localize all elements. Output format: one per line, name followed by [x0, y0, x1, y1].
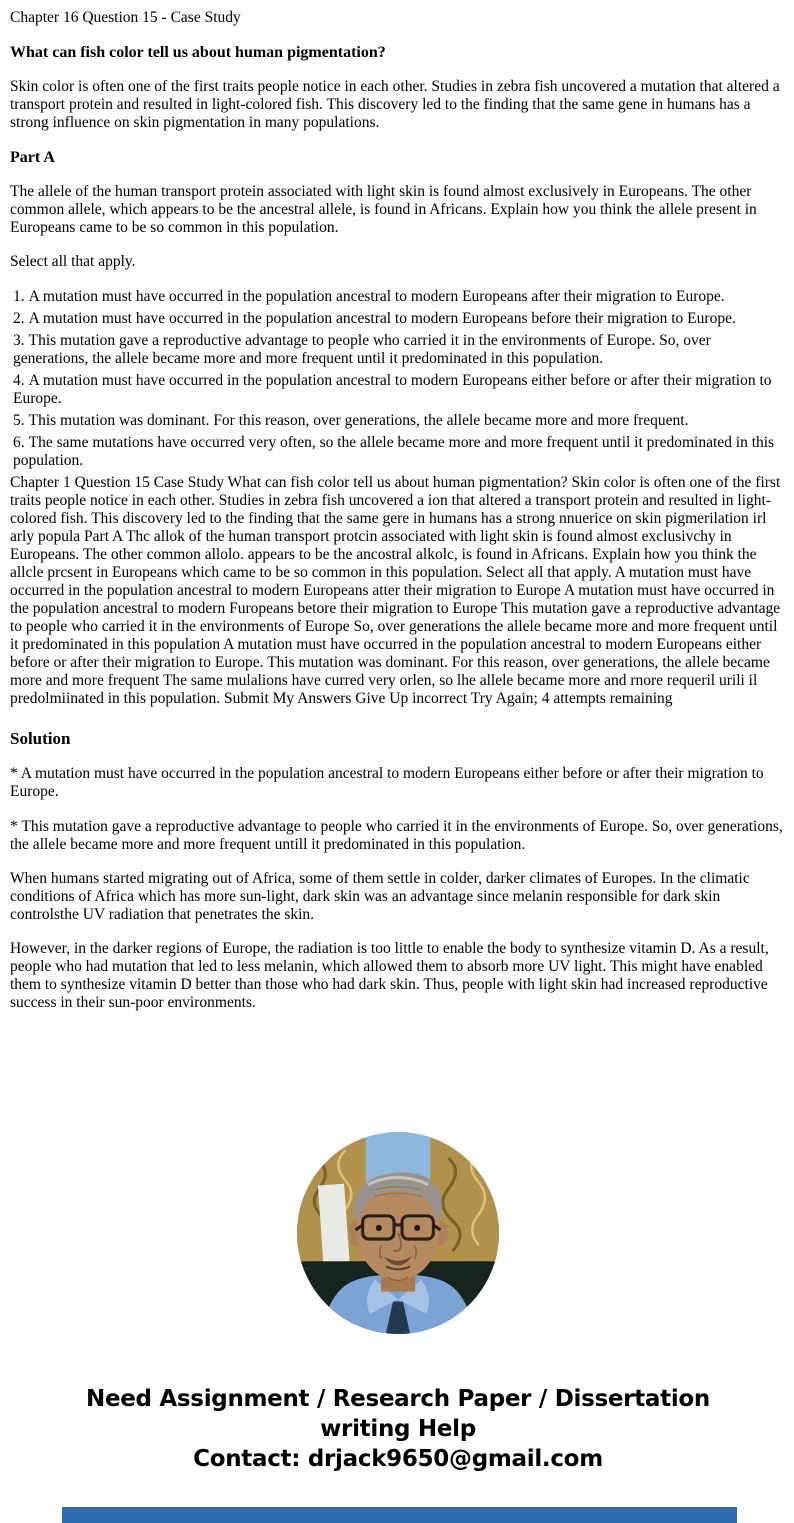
footer-help-text — [10, 1384, 786, 1474]
solution-heading: Solution — [10, 729, 71, 748]
answer-option — [13, 372, 786, 408]
answer-option — [13, 412, 786, 430]
option-number: 2. — [13, 310, 25, 327]
solution-answer-1: * A mutation must have occurred in the population ancestral to modern Europeans either before or after their migration to Europe. — [10, 765, 764, 800]
answer-option — [13, 332, 786, 368]
solution-explanation-1: When humans started migrating out of Africa, some of them settle in colder, darker climates of Europes. In the climatic conditions of Africa which has more sun-light, dark skin was an advantage since melanin responsible for dark skin controlsthe UV radiation that penetrates the skin. — [10, 870, 750, 923]
person-photo-graphic — [297, 1132, 499, 1334]
answer-option — [13, 434, 786, 470]
option-number: 6. — [13, 434, 25, 451]
doc-header: Chapter 16 Question 15 - Case Study — [10, 9, 241, 26]
solution-answer-2: * This mutation gave a reproductive advantage to people who carried it in the environments of Europe. So, over generations, the allele became more and more frequent untill it predominated in this population. — [10, 818, 783, 853]
ocr-transcript: Chapter 1 Question 15 Case Study What can fish color tell us about human pigmentation? Skin color is often one of the first traits people notice in each other. Studies in zebra fish uncovered a ion that altered a transport protein and resulted in light-colored fish. This discovery led to the finding that the same gere in humans has a strong nnuerice on skin pigmerilation irl arly popula Part A Thc allok of the human transport protcin associated with light skin is found almost exclusivchy in Europeans. The other common allolo. appears to be the ancostral alkolc, is found in Africans. Explain how you think the allcle prcsent in Europeans which came to be so common in this population. Select all that apply. A mutation must have occurred in the population ancestral to modern Europeans atter their migration to Europe A mutation must have occurred in the population ancestral to modern Furopeans betore their migration to Europe This mutation gave a reproductive advantage to people who carried it in the environments of Europe So, over generations the allele became more and more frequent until it predominated in this population A mutation must have occurred in the population ancestral to modern Europeans either before or after their migration to Europe. This mutation was dominant. For this reason, over generations, the allele became more and more frequent The same mulalions have curred very orlen, so lhe allele became more and rnore requeril urili il predolmiinated in this population. Submit My Answers Give Up incorrect Try Again; 4 attempts remaining — [10, 474, 781, 707]
option-number: 5. — [13, 412, 25, 429]
footer-contact: Contact: drjack9650@gmail.com — [193, 1446, 603, 1472]
option-text: The same mutations have occurred very often, so the allele became more and more frequent until it predominated in this population. — [13, 434, 775, 469]
intro-paragraph: Skin color is often one of the first traits people notice in each other. Studies in zebra fish uncovered a mutation that altered a transport protein and resulted in light-colored fish. This discovery led to the finding that the same gene in humans has a strong influence on skin pigmentation in many populations. — [10, 78, 780, 131]
part-a-prompt: The allele of the human transport protein associated with light skin is found almost exclusively in Europeans. The other common allele, which appears to be the ancestral allele, is found in Africans. Explain how you think the allele present in Europeans came to be so common in this population. — [10, 183, 757, 236]
solution-explanation-2: However, in the darker regions of Europe, the radiation is too little to enable the body to synthesize vitamin D. As a result, people who had mutation that led to less melanin, which allowed them to absorb more UV light. This might have enabled them to synthesize vitamin D better than those who had dark skin. Thus, people with light skin had increased reproductive success in their sun-poor environments. — [10, 940, 769, 1011]
footer-line-2: writing Help — [320, 1416, 476, 1442]
option-text: This mutation was dominant. For this reason, over generations, the allele became more and more frequent. — [28, 412, 689, 429]
part-a-heading: Part A — [10, 149, 55, 166]
select-all-instruction: Select all that apply. — [10, 253, 136, 270]
option-number: 3. — [13, 332, 25, 349]
answer-option — [13, 310, 786, 328]
option-text: This mutation gave a reproductive advantage to people who carried it in the environments of Europe. So, over generations, the allele became more and more frequent until it predominated in this population. — [13, 332, 711, 367]
bottom-bar — [62, 1507, 737, 1523]
option-text: A mutation must have occurred in the population ancestral to modern Europeans before their migration to Europe. — [28, 310, 736, 327]
answer-option — [13, 288, 786, 306]
footer-line-1: Need Assignment / Research Paper / Dissertation — [86, 1386, 710, 1412]
option-text: A mutation must have occurred in the population ancestral to modern Europeans either before or after their migration to Europe. — [13, 372, 772, 407]
tutor-avatar — [297, 1132, 499, 1334]
question-title: What can fish color tell us about human pigmentation? — [10, 44, 386, 61]
option-number: 1. — [13, 288, 25, 305]
answer-options-list — [10, 288, 786, 470]
option-text: A mutation must have occurred in the population ancestral to modern Europeans after their migration to Europe. — [28, 288, 725, 305]
option-number: 4. — [13, 372, 25, 389]
